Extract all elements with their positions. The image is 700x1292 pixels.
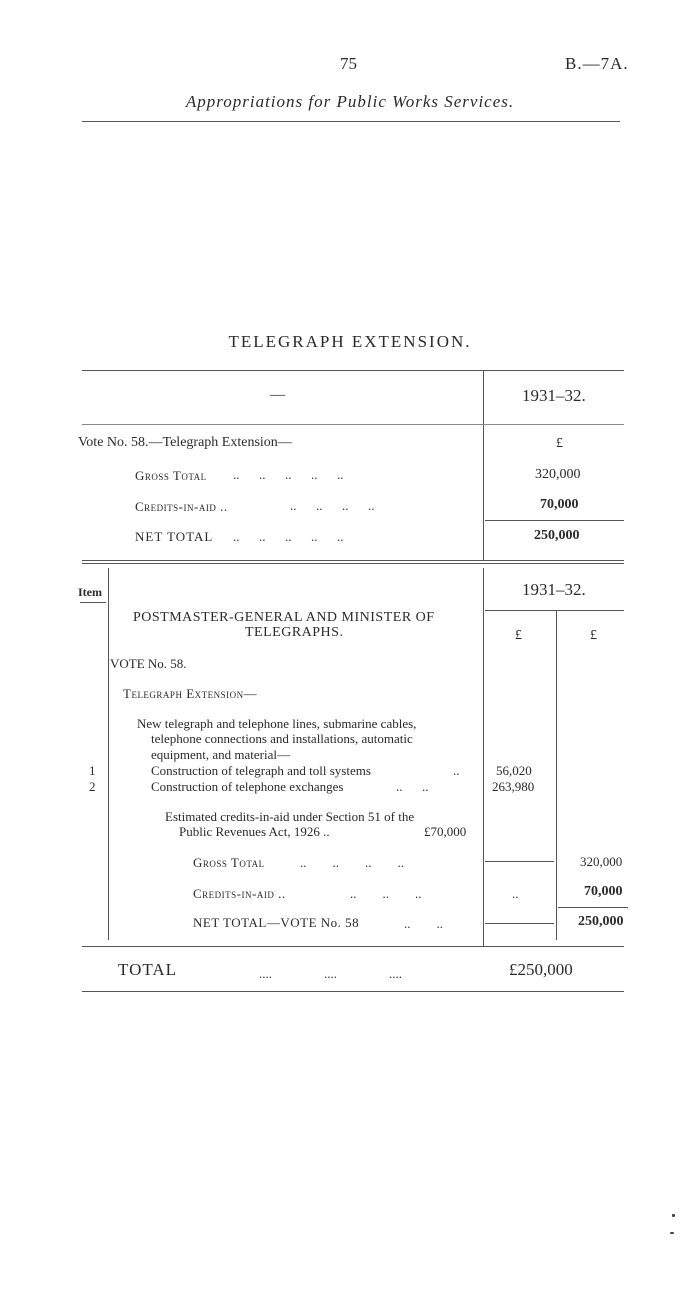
detail-credits-label: Credits-in-aid .. (193, 886, 286, 901)
summary-credits-dots: .. .. .. .. (290, 498, 375, 513)
detail-net-col1-rule (485, 923, 554, 924)
item-head-rule (80, 602, 106, 603)
detail-currency-2: £ (590, 628, 597, 643)
running-heading: Appropriations for Public Works Services. (185, 92, 515, 111)
detail-gross-col1-rule (485, 861, 554, 862)
print-speck (672, 1214, 675, 1217)
detail-column-divider (483, 568, 484, 946)
detail-money-divider (556, 610, 557, 940)
detail-subtotal-rule (558, 907, 628, 908)
grand-total-value: £250,000 (509, 960, 573, 979)
summary-column-divider (483, 370, 484, 560)
grand-total-label: TOTAL (118, 960, 178, 979)
summary-credits-label: Credits-in-aid .. (135, 499, 228, 514)
section-title: TELEGRAPH EXTENSION. (228, 332, 472, 351)
detail-net-dots: .. .. (404, 916, 443, 931)
credits-note-line-1: Estimated credits-in-aid under Section 51 of the (165, 809, 415, 824)
summary-gross-value: 320,000 (535, 467, 581, 482)
detail-credits-dots: .. .. .. (350, 886, 422, 901)
summary-vote-line: Vote No. 58.—Telegraph Extension— (78, 435, 292, 450)
detail-net-label: NET TOTAL—VOTE No. 58 (193, 915, 360, 930)
page-number: 75 (340, 54, 357, 73)
summary-gross-dots: .. .. .. .. .. (233, 467, 344, 482)
summary-top-rule (82, 370, 624, 371)
description-line-3: equipment, and material— (151, 747, 290, 762)
summary-net-label: NET TOTAL (135, 529, 214, 544)
detail-credits-col1: .. (512, 886, 519, 901)
department-line-1: POSTMASTER-GENERAL AND MINISTER OF (133, 610, 435, 625)
summary-net-value: 250,000 (534, 528, 580, 543)
print-speck (670, 1232, 674, 1234)
document-reference: B.—7A. (565, 54, 629, 73)
summary-head-rule (82, 424, 624, 425)
item-2-number: 2 (89, 779, 96, 794)
detail-year-rule (485, 610, 624, 611)
item-1-dots: .. (453, 763, 460, 778)
grand-total-rule (82, 991, 624, 992)
sub-heading: Telegraph Extension— (123, 686, 258, 701)
department-line-2: TELEGRAPHS. (245, 625, 344, 640)
summary-subtotal-rule (485, 520, 624, 521)
detail-left-divider (108, 568, 109, 940)
item-1-text: Construction of telegraph and toll systems (151, 763, 371, 778)
detail-net-value: 250,000 (578, 914, 624, 929)
item-column-head: Item (78, 585, 102, 599)
detail-gross-label: Gross Total (193, 855, 265, 870)
summary-credits-value: 70,000 (540, 497, 579, 512)
summary-bottom-rule (82, 560, 624, 561)
item-1-value: 56,020 (496, 763, 532, 778)
detail-head-year: 1931–32. (522, 580, 586, 599)
description-line-1: New telegraph and telephone lines, submarine cables, (137, 716, 417, 731)
summary-gross-label: Gross Total (135, 468, 207, 483)
summary-net-dots: .. .. .. .. .. (233, 529, 344, 544)
credits-note-amount: £70,000 (424, 824, 467, 839)
header-rule (82, 121, 620, 122)
grand-total-dots: .... .... .... (259, 966, 402, 981)
summary-currency: £ (556, 436, 563, 451)
summary-head-dash: — (270, 387, 285, 403)
detail-credits-value: 70,000 (584, 884, 623, 899)
vote-label: VOTE No. 58. (110, 656, 187, 671)
item-2-value: 263,980 (492, 779, 535, 794)
summary-head-year: 1931–32. (522, 386, 586, 405)
summary-bottom-rule-2 (82, 563, 624, 564)
description-line-2: telephone connections and installations, automatic (151, 731, 413, 746)
detail-currency-1: £ (515, 628, 522, 643)
detail-gross-value: 320,000 (580, 854, 623, 869)
item-2-dots: .. .. (396, 779, 429, 794)
detail-gross-dots: .. .. .. .. (300, 855, 404, 870)
item-1-number: 1 (89, 763, 96, 778)
credits-note-line-2: Public Revenues Act, 1926 .. (179, 824, 330, 839)
item-2-text: Construction of telephone exchanges (151, 779, 344, 794)
detail-bottom-rule (82, 946, 624, 947)
